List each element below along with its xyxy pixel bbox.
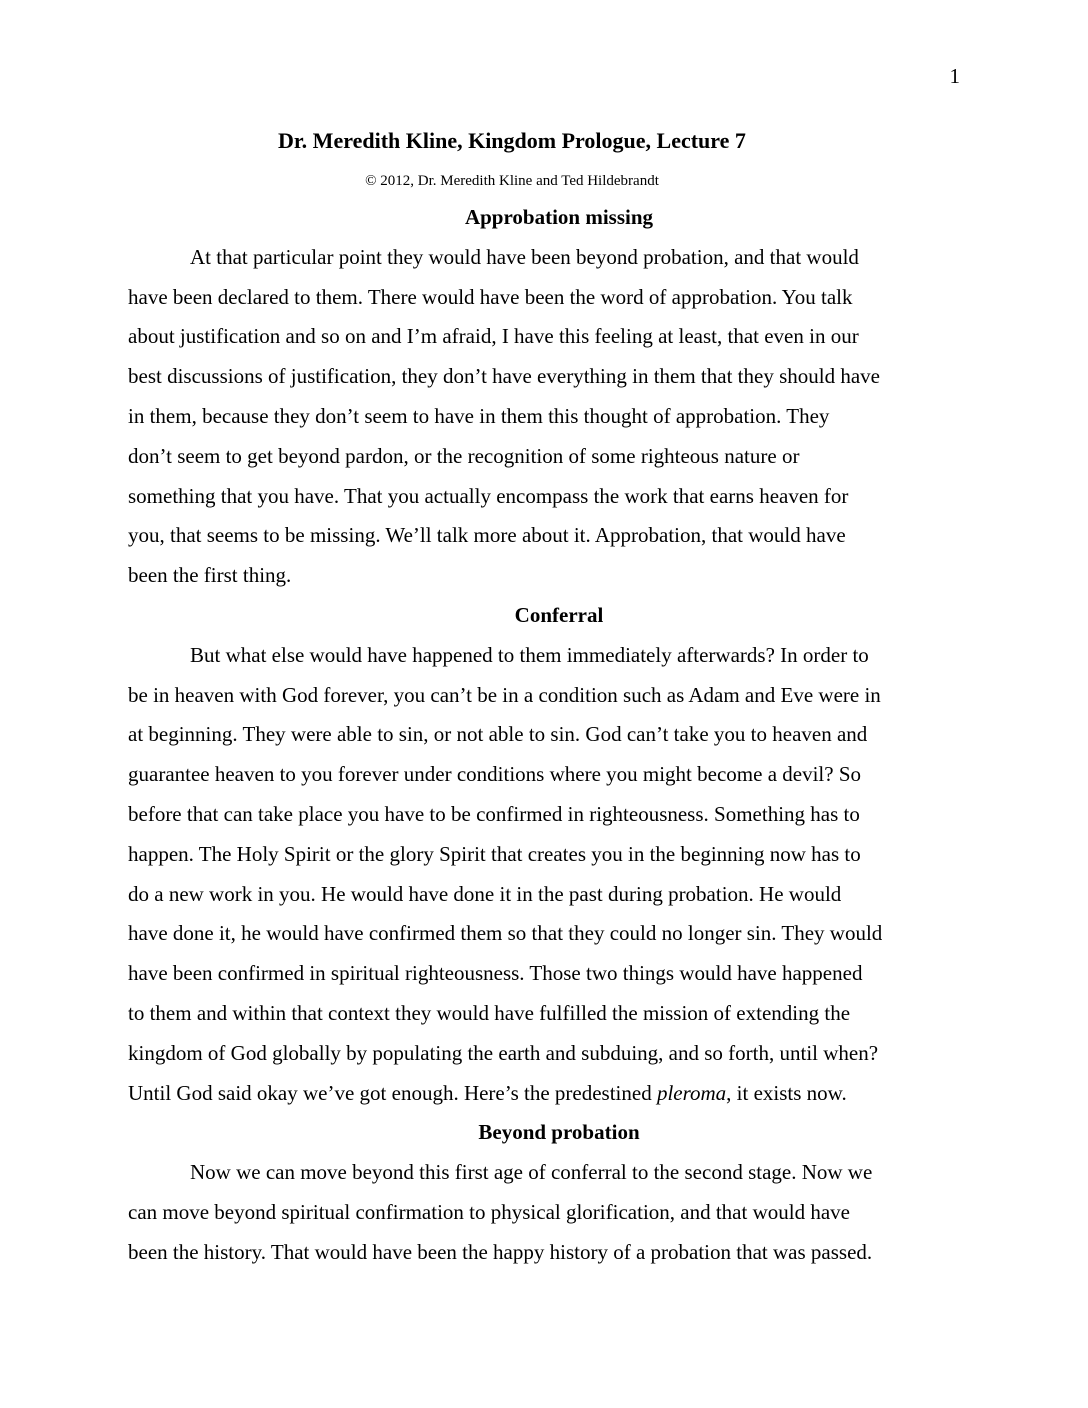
- text-line: you, that seems to be missing. We’ll talk more about it. Approbation, that would have: [128, 523, 846, 548]
- paragraph-approbation: [128, 238, 970, 596]
- text-line: to them and within that context they would have fulfilled the mission of extending the: [128, 1000, 851, 1025]
- section-heading-conferral: Conferral: [514, 602, 604, 627]
- text-line: At that particular point they would have been beyond probation, and that would: [190, 244, 859, 269]
- text-line: been the history. That would have been the happy history of a probation that was passed.: [128, 1239, 873, 1264]
- section-heading-approbation: Approbation missing: [464, 205, 654, 229]
- text-line: in them, because they don’t seem to have in them this thought of approbation. They: [128, 403, 830, 428]
- text-line: been the first thing.: [128, 563, 292, 588]
- paragraph-conferral: [128, 636, 970, 1114]
- italic-term-pleroma: pleroma: [656, 1080, 727, 1105]
- body-text: [128, 198, 970, 1273]
- document-title: Dr. Meredith Kline, Kingdom Prologue, Lecture 7: [278, 128, 746, 153]
- text-line: be in heaven with God forever, you can’t be in a condition such as Adam and Eve were in: [128, 682, 881, 707]
- text-line: about justification and so on and I’m afraid, I have this feeling at least, that even in our: [128, 324, 859, 349]
- text-line: happen. The Holy Spirit or the glory Spirit that creates you in the beginning now has to: [128, 841, 861, 866]
- text-segment: , it exists now.: [726, 1080, 847, 1105]
- page-number: 1: [949, 64, 960, 88]
- text-line: Now we can move beyond this first age of conferral to the second stage. Now we: [190, 1160, 873, 1185]
- text-line: But what else would have happened to them immediately afterwards? In order to: [190, 642, 869, 667]
- text-line: guarantee heaven to you forever under conditions where you might become a devil? So: [128, 762, 862, 787]
- text-line: can move beyond spiritual confirmation to physical glorification, and that would have: [128, 1199, 850, 1224]
- text-line: kingdom of God globally by populating the earth and subduing, and so forth, until when?: [128, 1040, 879, 1065]
- text-line: don’t seem to get beyond pardon, or the recognition of some righteous nature or: [128, 443, 800, 468]
- copyright-line: © 2012, Dr. Meredith Kline and Ted Hildebrandt: [365, 173, 659, 189]
- text-line: best discussions of justification, they don’t have everything in them that they should have: [128, 364, 880, 389]
- text-line: something that you have. That you actually encompass the work that earns heaven for: [128, 483, 849, 508]
- text-line: have done it, he would have confirmed them so that they could no longer sin. They would: [128, 921, 883, 946]
- text-segment: Until God said okay we’ve got enough. Here’s the predestined: [128, 1080, 657, 1105]
- text-line: have been confirmed in spiritual righteousness. Those two things would have happened: [128, 961, 863, 986]
- text-line: [128, 1074, 970, 1114]
- text-line: have been declared to them. There would have been the word of approbation. You talk: [128, 284, 853, 309]
- paragraph-beyond-probation: [128, 1153, 970, 1272]
- text-line: before that can take place you have to be confirmed in righteousness. Something has to: [128, 801, 860, 826]
- text-line: do a new work in you. He would have done it in the past during probation. He would: [128, 881, 842, 906]
- section-heading-beyond-probation: Beyond probation: [478, 1120, 640, 1145]
- text-line: at beginning. They were able to sin, or not able to sin. God can’t take you to heaven and: [128, 722, 868, 747]
